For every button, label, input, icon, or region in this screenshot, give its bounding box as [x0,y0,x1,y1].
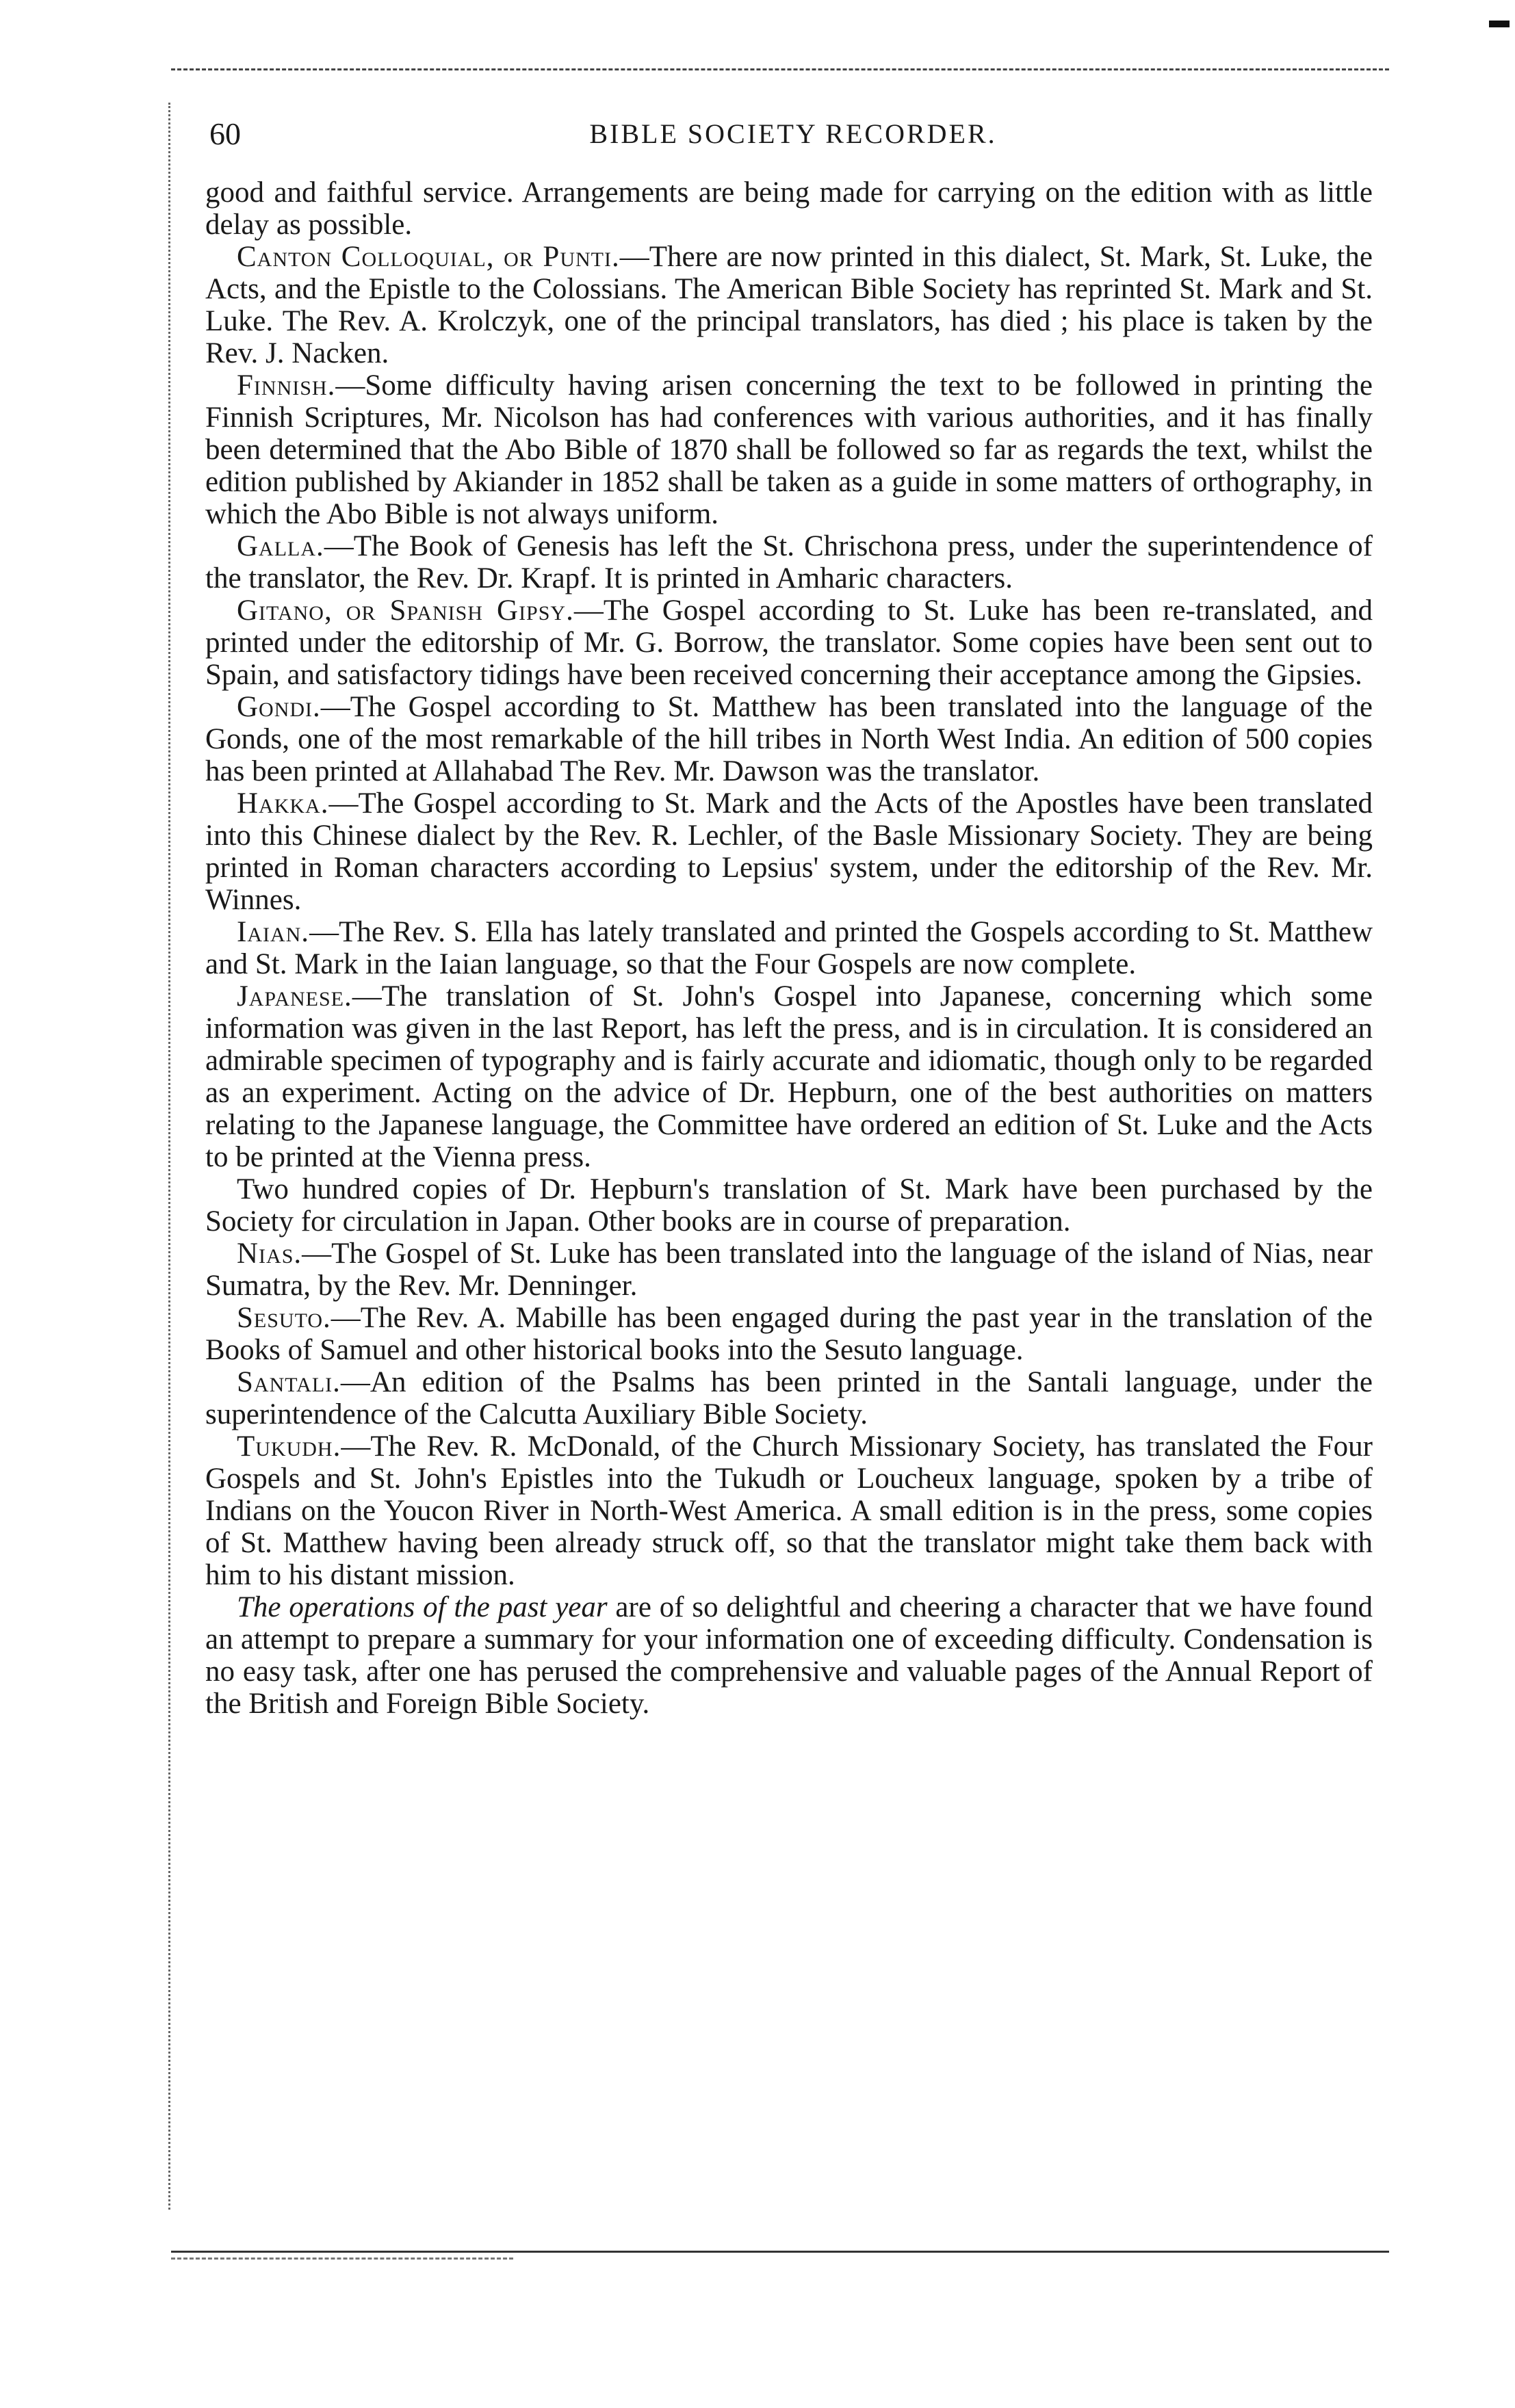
paragraph-text: —Some difficulty having arisen concerning the text to be followed in printing the Finnish Scriptures, Mr. Nicolson has had conferences with various authorities, and it has finally been determined that the Abo Bible of 1870 shall be followed so far as regards the text, whilst the edition published by Akiander in 1852 shall be taken as a guide in some matters of orthography, in which the Abo Bible is not always uniform. [205,369,1373,530]
paragraph-lead: Santali. [237,1366,341,1398]
paragraph-text: —The Rev. R. McDonald, of the Church Missionary Society, has translated the Four Gospels and St. John's Epistles into the Tukudh or Loucheux language, spoken by a tribe of Indians on the Youcon River in North-West America. A small edition is in the press, some copies of St. Matthew having been already struck off, so that the translator might take them back with him to his distant mission. [205,1430,1373,1591]
paragraph-lead: Gitano, or Spanish Gipsy. [237,594,574,627]
paragraph-lead: Sesuto. [237,1302,331,1334]
paragraph-text: —The Book of Genesis has left the St. Chrischona press, under the superintendence of the translator, the Rev. Dr. Krapf. It is printed in Amharic characters. [205,530,1373,594]
paragraph [205,980,1373,1173]
margin-rule [168,103,170,2210]
paragraph-text: —The Rev. A. Mabille has been engaged during the past year in the translation of the Books of Samuel and other historical books into the Sesuto language. [205,1302,1373,1366]
paragraph-text: —The Gospel of St. Luke has been translated into the language of the island of Nias, near Sumatra, by the Rev. Mr. Denninger. [205,1238,1373,1302]
bottom-rule [171,2251,1389,2253]
paragraph [205,530,1373,594]
paragraph [205,916,1373,980]
top-rule [171,68,1389,70]
paragraph-lead: Hakka. [237,787,329,820]
paragraph-lead: Tukudh. [237,1430,341,1463]
paragraph-text: good and faithful service. Arrangements are being made for carrying on the edition with as little delay as possible. [205,176,1373,241]
paragraph [205,787,1373,916]
paragraph-text: —The Gospel according to St. Matthew has been translated into the language of the Gonds, one of the most remarkable of the hill tribes in North West India. An edition of 500 copies has been printed at Allahabad The Rev. Mr. Dawson was the translator. [205,691,1373,787]
paragraph [205,691,1373,787]
paragraph [205,369,1373,530]
paragraph [205,1430,1373,1591]
bottom-rule-dashed [171,2258,513,2260]
paragraph-text: —The Gospel according to St. Luke has been re-translated, and printed under the editorship of Mr. G. Borrow, the translator. Some copies have been sent out to Spain, and satisfactory tidings have been received concerning their acceptance among the Gipsies. [205,594,1373,691]
paragraph [205,1173,1373,1238]
paragraph-text: —The Rev. S. Ella has lately translated and printed the Gospels according to St. Matthew and St. Mark in the Iaian language, so that the Four Gospels are now complete. [205,916,1373,980]
paragraph-lead: Galla. [237,530,324,562]
paragraph [205,176,1373,241]
paragraph-text: are of so delightful and cheering a character that we have found an attempt to prepare a summary for your information one of exceeding difficulty. Condensation is no easy task, after one has perused the comprehensive and valuable pages of the Annual Report of the British and Foreign Bible Society. [205,1591,1373,1720]
corner-mark [1489,21,1510,27]
page-title: BIBLE SOCIETY RECORDER. [589,118,997,149]
paragraph [205,1366,1373,1430]
paragraph [205,1238,1373,1302]
paragraph [205,594,1373,691]
paragraph-lead: Nias. [237,1238,302,1270]
paragraph-text: Two hundred copies of Dr. Hepburn's translation of St. Mark have been purchased by the Society for circulation in Japan. Other books are in course of preparation. [205,1173,1373,1238]
page-number: 60 [209,116,241,151]
paragraph-text: —The Gospel according to St. Mark and the Acts of the Apostles have been translated into this Chinese dialect by the Rev. R. Lechler, of the Basle Missionary Society. They are being printed in Roman characters according to Lepsius' system, under the editorship of the Rev. Mr. Winnes. [205,787,1373,916]
paragraph [205,1302,1373,1366]
paragraph-text: —An edition of the Psalms has been printed in the Santali language, under the superintendence of the Calcutta Auxiliary Bible Society. [205,1366,1373,1430]
paragraph [205,241,1373,369]
article-body [205,176,1373,1720]
paragraph-lead: The operations of the past year [237,1591,608,1623]
paragraph-lead: Japanese. [237,980,352,1012]
paragraph-lead: Finnish. [237,369,336,402]
paragraph-lead: Canton Colloquial, or Punti. [237,241,620,273]
paragraph-text: —There are now printed in this dialect, St. Mark, St. Luke, the Acts, and the Epistle to the Colossians. The American Bible Society has reprinted St. Mark and St. Luke. The Rev. A. Krolczyk, one of the principal translators, has died ; his place is taken by the Rev. J. Nacken. [205,241,1373,369]
paragraph-lead: Gondi. [237,691,321,723]
paragraph-text: —The translation of St. John's Gospel into Japanese, concerning which some information was given in the last Report, has left the press, and is in circulation. It is considered an admirable specimen of typography and is fairly accurate and idiomatic, though only to be regarded as an experiment. Acting on the advice of Dr. Hepburn, one of the best authorities on matters relating to the Japanese language, the Committee have ordered an edition of St. Luke and the Acts to be printed at the Vienna press. [205,980,1373,1173]
running-head [209,114,1377,155]
paragraph [205,1591,1373,1720]
paragraph-lead: Iaian. [237,916,310,948]
